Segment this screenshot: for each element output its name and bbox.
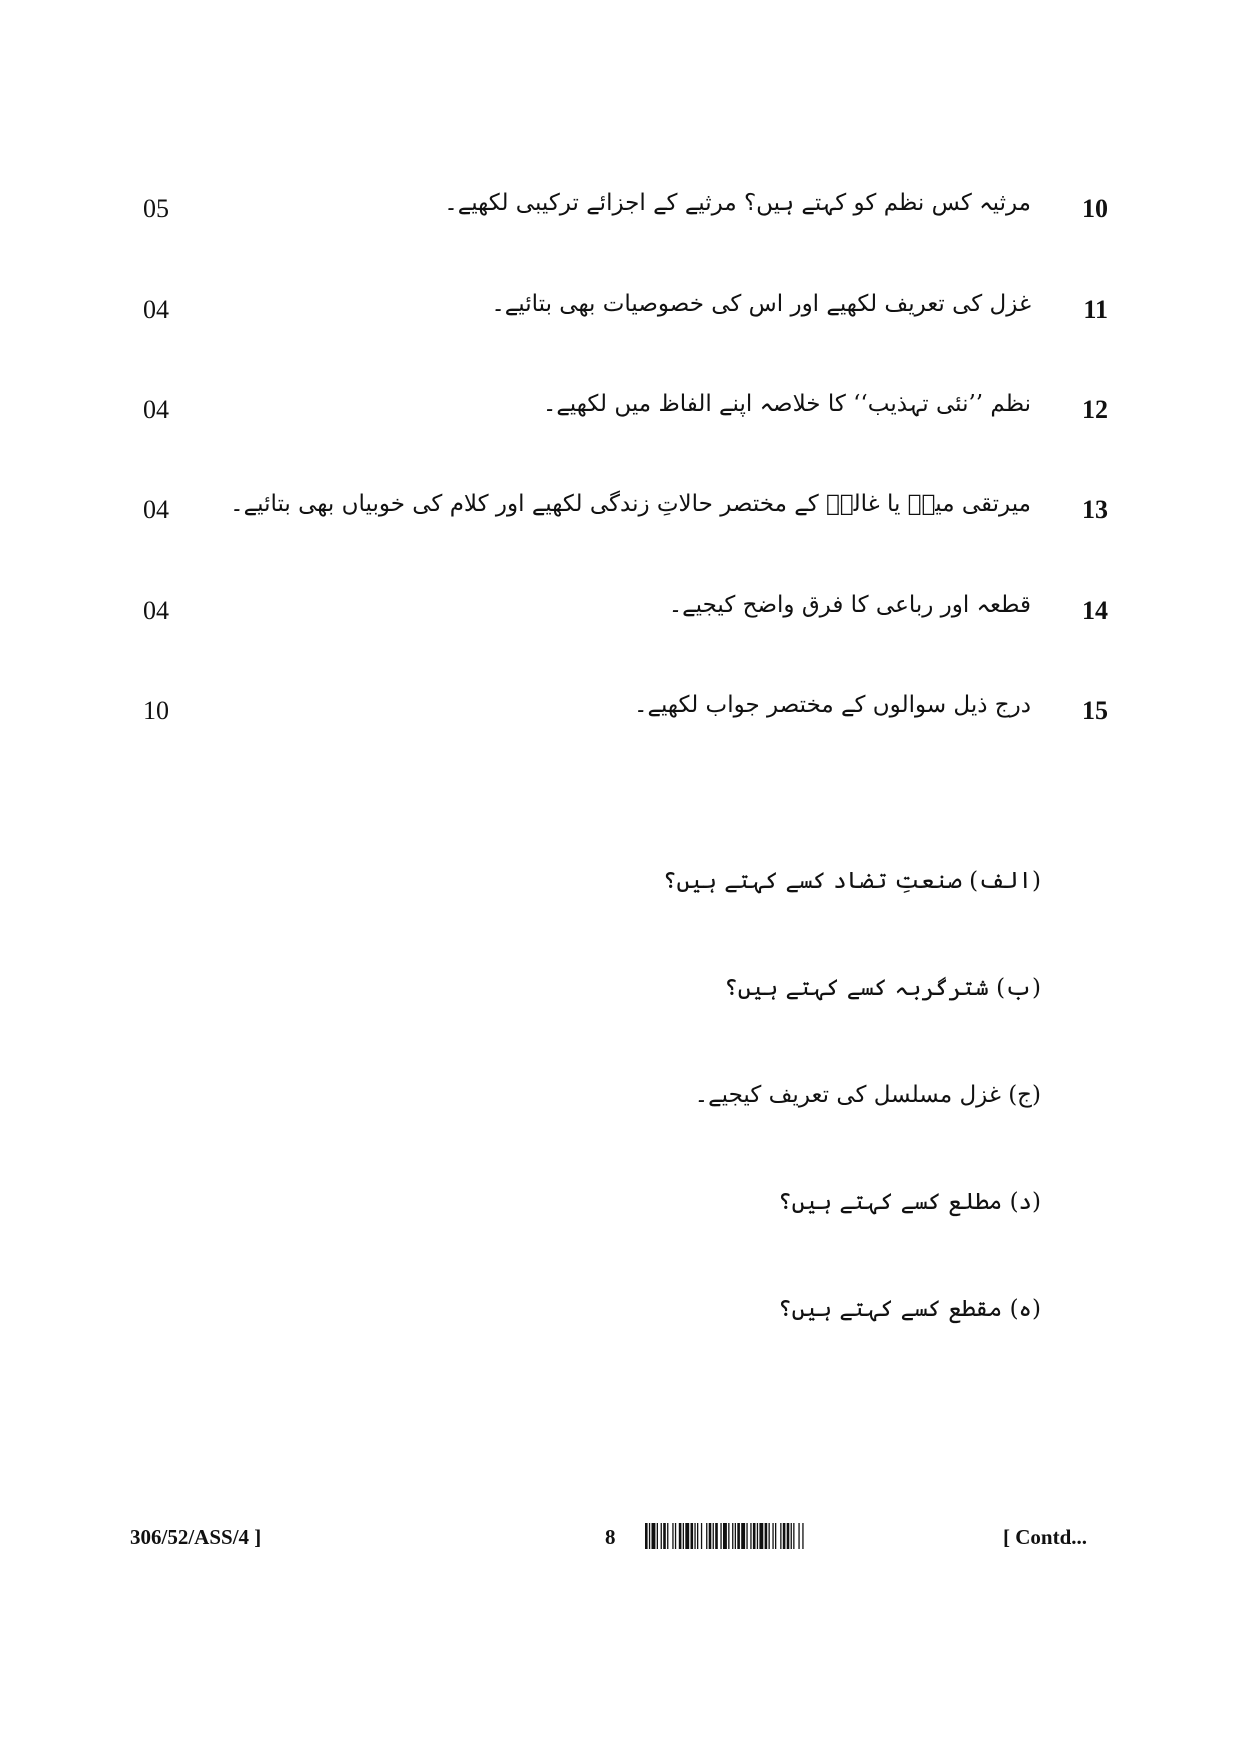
question-number: 11	[1083, 295, 1108, 324]
question-text: غزل کی تعریف لکھیے اور اس کی خصوصیات بھی بتائیے۔	[491, 291, 1031, 317]
continued-label: [ Contd...	[1003, 1525, 1088, 1549]
question-number: 15	[1082, 696, 1108, 725]
paper-code: 306/52/ASS/4 ]	[130, 1525, 262, 1549]
sub-question-daal: (د) مطلع کسے کہتے ہیں؟	[778, 1189, 1041, 1215]
question-number: 14	[1082, 596, 1108, 625]
question-row-11	[0, 281, 1241, 341]
question-number: 12	[1082, 395, 1108, 424]
question-marks: 04	[143, 395, 169, 424]
sub-question-jeem: (ج) غزل مسلسل کی تعریف کیجیے۔	[694, 1082, 1041, 1108]
question-text: درج ذیل سوالوں کے مختصر جواب لکھیے۔	[634, 692, 1031, 718]
question-row-15	[0, 682, 1241, 742]
question-marks: 05	[143, 194, 169, 223]
question-row-10	[0, 180, 1241, 240]
question-row-14	[0, 582, 1241, 642]
question-row-13	[0, 481, 1241, 541]
page-number: 8	[605, 1525, 616, 1549]
question-marks: 04	[143, 495, 169, 524]
barcode-image	[645, 1523, 955, 1549]
question-text: قطعہ اور رباعی کا فرق واضح کیجیے۔	[668, 592, 1031, 618]
question-text: میرتقی میرؔ یا غالبؔ کے مختصر حالاتِ زندگی لکھیے اور کلام کی خوبیاں بھی بتائیے۔	[230, 491, 1031, 517]
question-text: مرثیہ کس نظم کو کہتے ہیں؟ مرثیے کے اجزائے ترکیبی لکھیے۔	[444, 190, 1031, 216]
question-marks: 04	[143, 596, 169, 625]
sub-question-be: (ب) شترگربہ کسے کہتے ہیں؟	[724, 975, 1041, 1001]
question-number: 13	[1082, 495, 1108, 524]
question-row-12	[0, 381, 1241, 441]
question-number: 10	[1082, 194, 1108, 223]
sub-question-he: (ہ) مقطع کسے کہتے ہیں؟	[778, 1296, 1041, 1322]
sub-question-alif: (الف) صنعتِ تضاد کسے کہتے ہیں؟	[663, 868, 1041, 894]
question-text: نظم ’’نئی تہذیب‘‘ کا خلاصہ اپنے الفاظ میں لکھیے۔	[542, 391, 1031, 417]
question-marks: 10	[143, 696, 169, 725]
question-marks: 04	[143, 295, 169, 324]
